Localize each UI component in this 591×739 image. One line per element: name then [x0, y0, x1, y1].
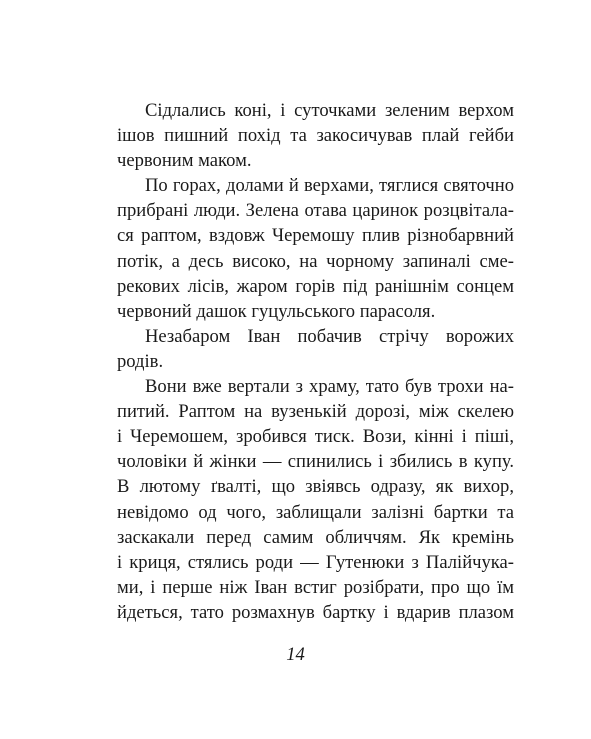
text-line: невідомо од чого, заблищали залізні бартки та: [117, 501, 514, 523]
text-line: Сідлались коні, і суточками зеленим верхом: [145, 100, 514, 121]
text-line: чоловіки й жінки — спинились і збились в купу.: [117, 451, 514, 473]
text-line: Вони вже вертали з храму, тато був трохи на-: [145, 376, 514, 398]
text-line: червоний дашок гуцульського парасоля.: [117, 300, 436, 322]
text-line: прибрані люди. Зелена отава царинок розцвітала-: [117, 200, 514, 222]
text-line: червоним маком.: [117, 150, 252, 172]
text-line: ми, і перше ніж Іван встиг розібрати, про що їм: [117, 576, 514, 598]
text-line: заскакали перед самим обличчям. Як кремінь: [117, 526, 514, 548]
text-line: Незабаром Іван побачив стрічу ворожих: [145, 325, 514, 347]
text-line: і криця, стялись роди — Гутенюки з Палійчука-: [117, 551, 514, 573]
text-line: ся раптом, вздовж Черемошу плив різнобарвний: [117, 225, 514, 247]
text-line: і Черемошем, зробився тиск. Вози, кінні і піші,: [117, 426, 514, 448]
text-line: питий. Раптом на вузенькій дорозі, між скелею: [117, 401, 514, 423]
text-line: йдеться, тато розмахнув бартку і вдарив плазом: [117, 601, 514, 623]
text-line: рекових лісів, жаром горів під ранішнім сонцем: [117, 275, 514, 297]
text-line: По горах, долами й верхами, тяглися святочно: [145, 175, 514, 197]
paragraph: [117, 324, 514, 374]
paragraph: [117, 98, 514, 173]
text-line: ішов пишний похід та закосичував плай гейби: [117, 125, 514, 147]
paragraph: [117, 173, 514, 324]
page-number: 14: [286, 644, 305, 665]
text-line: потік, а десь високо, на чорному запиналі сме-: [117, 250, 514, 272]
text-line: В лютому ґвалті, що звіявсь одразу, як вихор,: [117, 476, 514, 498]
text-line: родів.: [117, 350, 164, 372]
body-text: [117, 98, 514, 625]
paragraph: [117, 374, 514, 625]
